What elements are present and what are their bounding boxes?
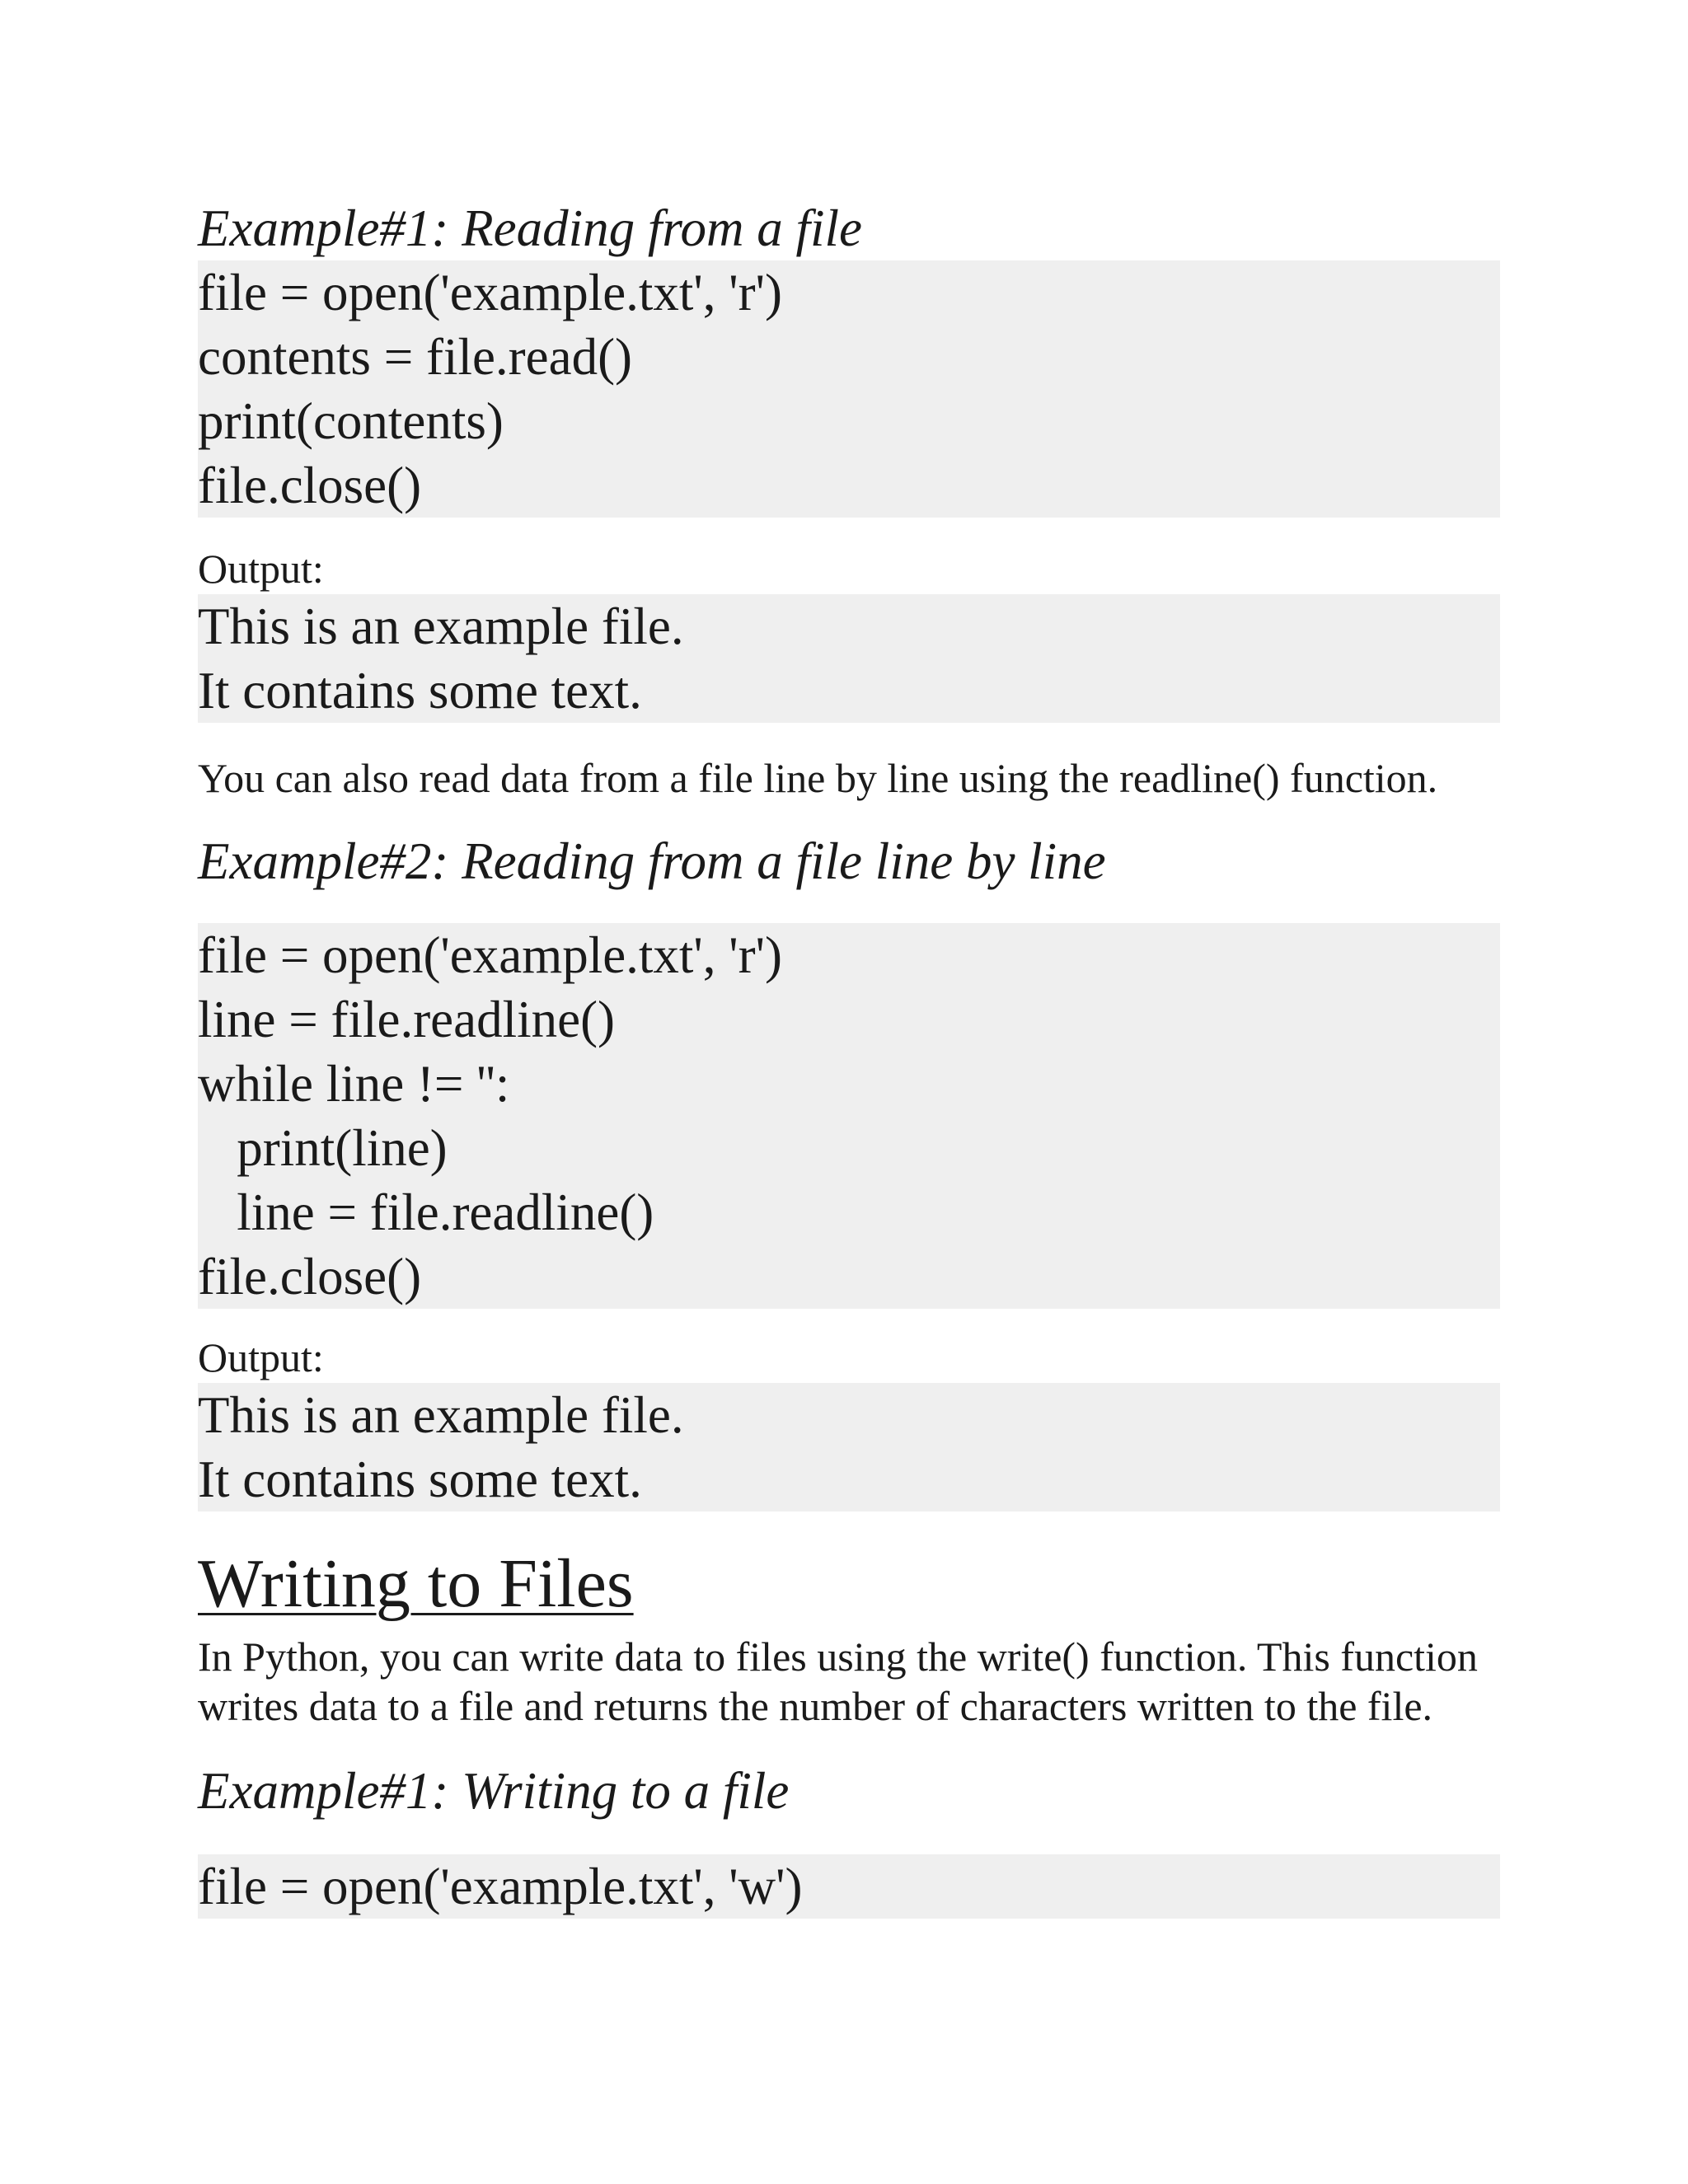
- code-line: print(contents): [198, 392, 504, 450]
- example1-writing-heading-text: Example#1: Writing to a file: [198, 1762, 790, 1820]
- output-line: It contains some text.: [198, 662, 642, 719]
- code-line: file.close(): [198, 457, 422, 514]
- code-line: file = open('example.txt', 'r'): [198, 926, 782, 984]
- example1-writing-heading: [198, 1759, 1500, 1823]
- output-label: Output:: [198, 1334, 324, 1380]
- code-line: contents = file.read(): [198, 328, 633, 386]
- example1-reading-code-block: [198, 260, 1500, 518]
- example2-reading-heading-text: Example#2: Reading from a file line by line: [198, 832, 1106, 890]
- code-line: line = file.readline(): [198, 991, 616, 1048]
- output-label: Output:: [198, 546, 324, 592]
- example2-reading-code-block: [198, 923, 1500, 1309]
- example2-reading-heading: [198, 829, 1500, 893]
- example2-output-block: [198, 1383, 1500, 1511]
- paragraph-line: writes data to a file and returns the number of characters written to the file.: [198, 1683, 1433, 1729]
- writing-intro-paragraph: [198, 1632, 1500, 1731]
- example1-reading-heading: [198, 196, 1500, 260]
- code-line: file = open('example.txt', 'w'): [198, 1858, 803, 1915]
- output-line: It contains some text.: [198, 1451, 642, 1508]
- section-heading-writing: Writing to Files: [198, 1545, 634, 1622]
- paragraph-line: In Python, you can write data to files using the write() function. This function: [198, 1633, 1478, 1680]
- code-line: print(line): [198, 1119, 448, 1177]
- example1-output-block: [198, 594, 1500, 723]
- code-line: line = file.readline(): [198, 1183, 654, 1241]
- code-line: while line != '':: [198, 1055, 510, 1113]
- example1-writing-code-block: [198, 1854, 1500, 1919]
- example1-reading-heading-text: Example#1: Reading from a file: [198, 199, 862, 257]
- output-line: This is an example file.: [198, 1386, 684, 1444]
- output-line: This is an example file.: [198, 598, 684, 655]
- readline-paragraph: You can also read data from a file line by line using the readline() function.: [198, 755, 1438, 801]
- code-line: file = open('example.txt', 'r'): [198, 264, 782, 321]
- code-line: file.close(): [198, 1248, 422, 1305]
